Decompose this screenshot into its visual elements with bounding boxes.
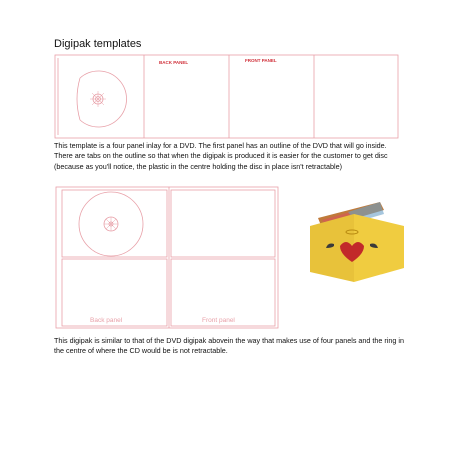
digipak-photo bbox=[310, 202, 404, 282]
cd-back-panel-label: Back panel bbox=[90, 317, 123, 324]
cd-hub-spokes bbox=[104, 217, 118, 231]
cd-panel-bottom-left bbox=[62, 259, 167, 326]
front-panel-label: FRONT PANEL bbox=[245, 58, 277, 63]
page-title: Digipak templates bbox=[54, 38, 142, 50]
cd-panel-bottom-right bbox=[171, 259, 275, 326]
template2-description: This digipak is similar to that of the DVD digipak abovein the way that makes use of four panels and the ring in the centre of where the CD would be is not retractable. bbox=[54, 336, 404, 356]
cd-panel-top-left bbox=[62, 190, 167, 257]
cd-front-panel-label: Front panel bbox=[202, 317, 235, 324]
disc-hub-spokes bbox=[90, 91, 106, 107]
template1-description: This template is a four panel inlay for a DVD. The first panel has an outline of the DVD that will go inside. There are tabs on the outline so that when the digipak is produced it is easier for the customer to get disc (because as you'll notice, the plastic in the centre holding the disc in place isn't retractable) bbox=[54, 141, 388, 171]
cd-panel-top-right bbox=[171, 190, 275, 257]
cd-template bbox=[56, 187, 278, 328]
dvd-template bbox=[55, 55, 398, 138]
back-panel-label: BACK PANEL bbox=[159, 60, 189, 65]
